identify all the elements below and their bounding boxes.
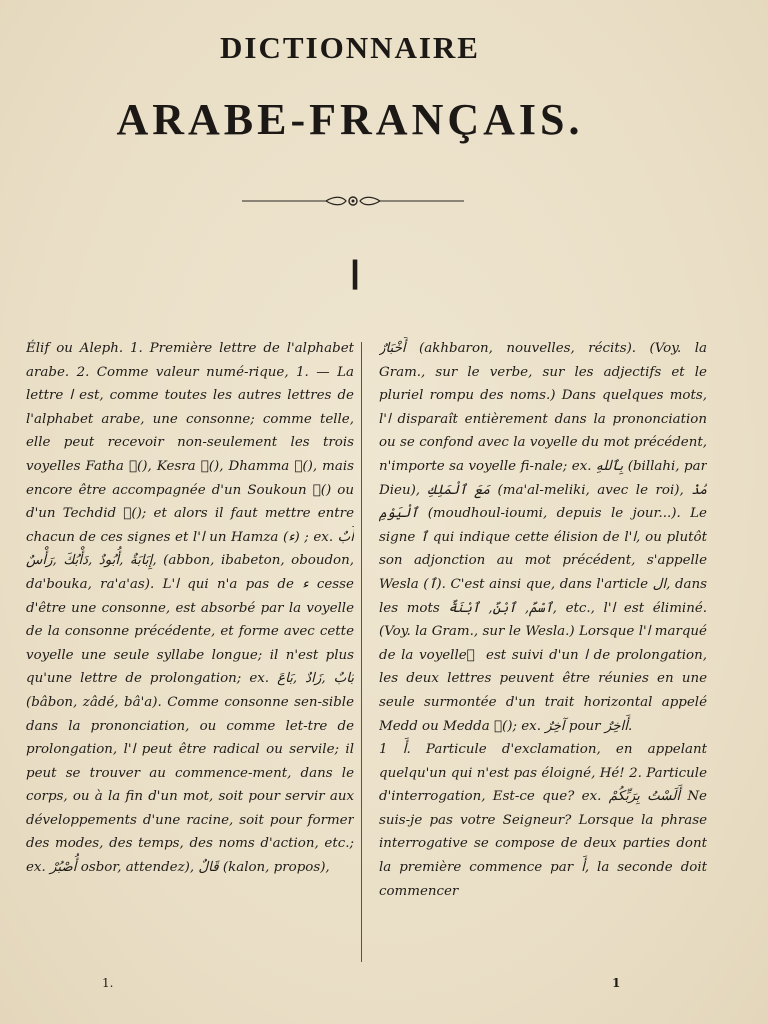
signature-mark: 1. bbox=[102, 976, 114, 990]
entry-hamza-particle: أَ 1. Particule d'exclamation, en appelant quelqu'un qui n'est pas éloigné, Hé! 2. Particule d'interrogation, Est-ce que? ex. أَلَسْتُ بِرَبِّكُمْ Ne suis-je pas votre Seigneur? Lorsque la phrase interrogative se compose de deux parties dont la première commence par أَ, la seconde doit commencer bbox=[379, 742, 707, 899]
page-number: 1 bbox=[612, 976, 621, 990]
entry-elif: Élif ou Aleph. 1. Première lettre de l'alphabet arabe. 2. Comme valeur numé-rique, 1. — La lettre ا est, comme toutes les autres lettres de l'alphabet arabe, une consonne; comme telle, elle peut recevoir non-seulement les trois voyelles Fatha (َ), Kesra (ِ), Dhamma (ُ), mais encore être accompagnée d'un Soukoun (ْ) ou d'un Techdid (ّ); et alors il faut mettre entre chacun de ces signes et l'ا un Hamza (ء) ; ex. أَبٌ ,إِبَابَةٌ ,أُبُودٌ ,دَأْبُكَ ,رَأْسٌ (abbon, ibabeton, oboudon, da'bouka, ra'a'as). L'ا qui n'a pas de ء cesse d'être une consonne, est absorbé par la voyelle de la consonne précédente, et forme avec cette voyelle une seule syllabe longue; il n'est plus qu'une lettre de prolongation; ex. بَابٌ ,زَادٌ ,بَاعَ (bâbon, zâdé, bâ'a). Comme consonne sen-sible dans la prononciation, ou comme let-tre de prolongation, l'ا peut être radical ou servile; il peut se trouver au commence-ment, dans le corps, ou à la fin d'un mot, soit pour servir aux développements d'une racine, soit pour former des modes, des temps, des noms d'action, etc.; ex. أُصْبُرْ osbor, attendez), قَالٌ (kalon, propos), bbox=[26, 341, 354, 876]
section-letter-alif: ا bbox=[349, 253, 361, 298]
left-column bbox=[26, 337, 354, 967]
right-column bbox=[379, 337, 707, 967]
title-line-2: ARABE-FRANÇAIS. bbox=[116, 95, 584, 144]
ornament-divider-icon bbox=[242, 193, 464, 209]
entry-elif-continued: أَخْبَارٌ (akhbaron, nouvelles, récits). (Voy. la Gram., sur le verbe, sur les adjectifs et le pluriel rompu des noms.) Dans quelques mots, l'ا disparaît entièrement dans la prononciation ou se confond avec la voyelle du mot précédent, n'importe sa voyelle fi-nale; ex. بِٱللهِ (billahi, par Dieu), مَعَ ٱلْمَلِكِ (ma'al-meliki, avec le roi), مُذْ ٱلْيَوْمِ (moudhoul-ioumi, depuis le jour...). Le signe ٱ qui indique cette élision de l'ا, ou plutôt son adjonction au mot précédent, s'appelle Wesla (ٱ). C'est ainsi que, dans l'article ال, dans les mots ٱسْمٌ, ٱبْنٌ, ٱبْنَةٌ, etc., l'ا est éliminé. (Voy. la Gram., sur le Wesla.) Lorsque l'ا marqué de la voyelle َ est suivi d'un ا de prolongation, les deux lettres peuvent être réunies en une seule surmontée d'un trait horizontal appelé Medd ou Medda (ٓ); ex. آخِرٌ pour أَاخِرٌ. bbox=[379, 341, 707, 734]
column-divider bbox=[361, 342, 362, 962]
title-line-1: DICTIONNAIRE bbox=[220, 30, 480, 65]
